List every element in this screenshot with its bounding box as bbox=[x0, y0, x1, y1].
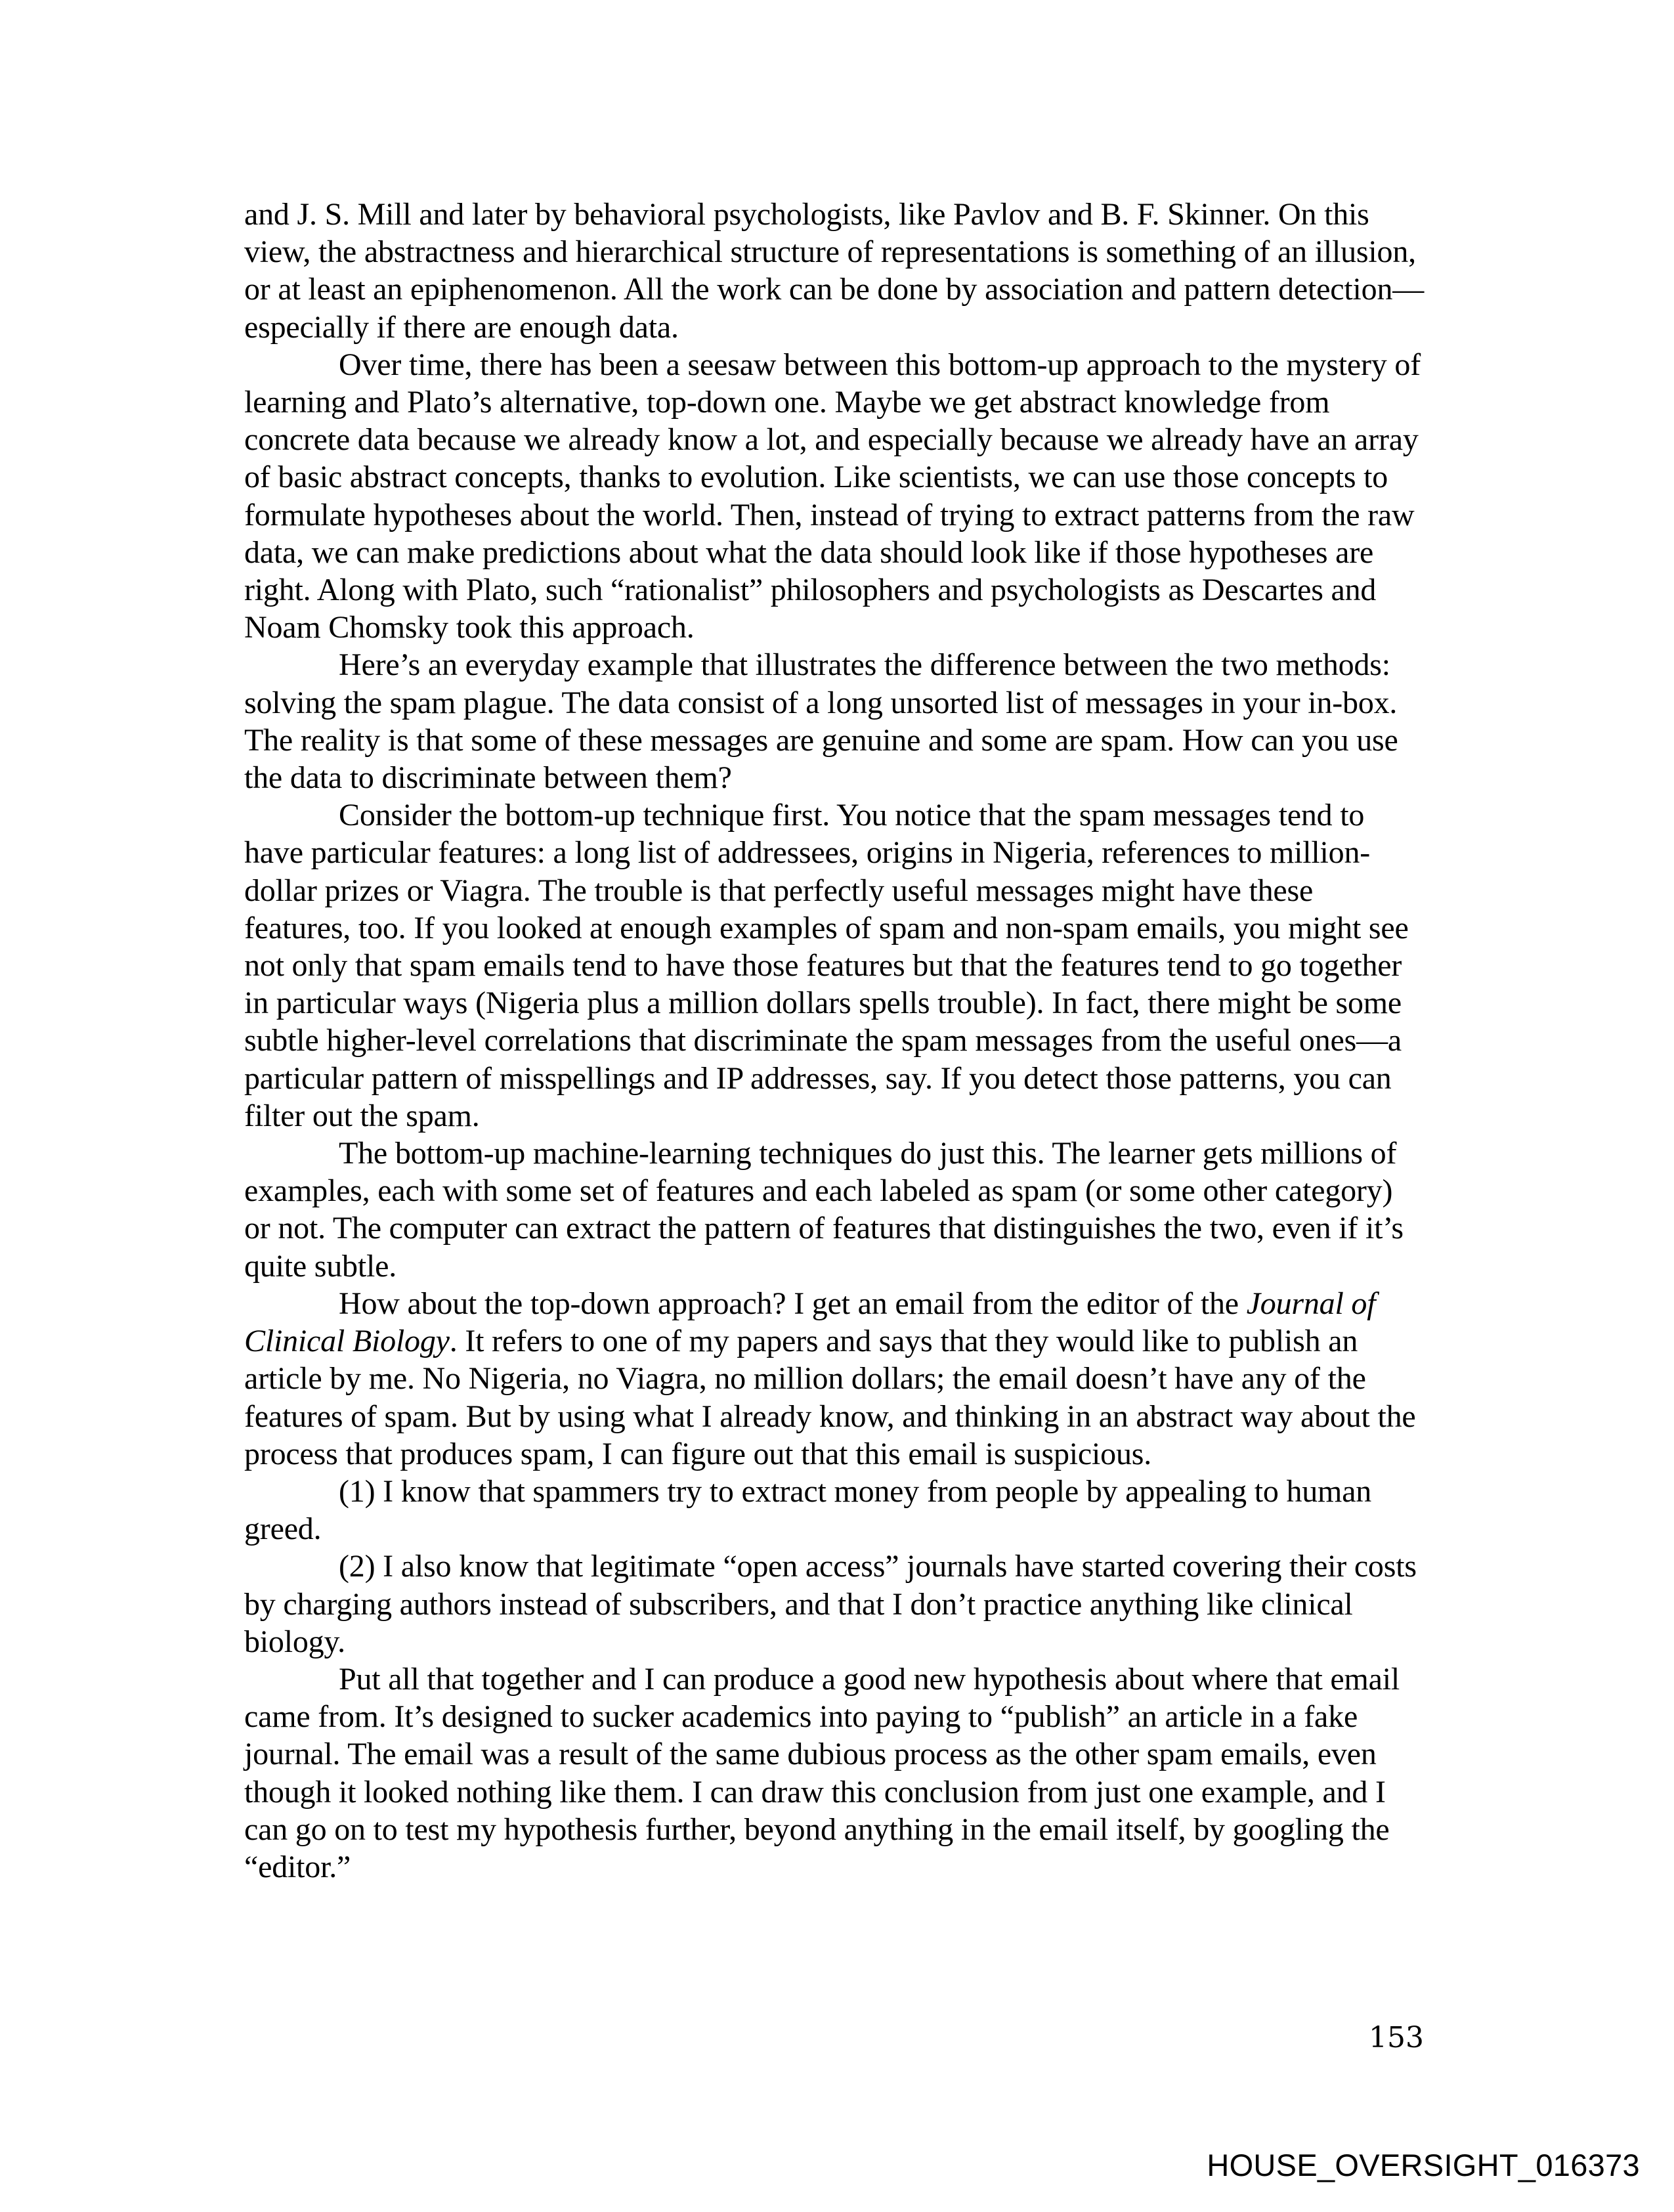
paragraph-spam-example: Here’s an everyday example that illustrates the difference between the two methods: solving the spam plague. The data consist of a long unsorted list of messages in your in-box. The reality is that some of these messages are genuine and some are spam. How can you use the data to discriminate between them? bbox=[244, 647, 1398, 796]
paragraph-bottom-up: Consider the bottom-up technique first. You notice that the spam messages tend to have particular features: a long list of addressees, origins in Nigeria, references to million-dollar prizes or Viagra. The trouble is that perfectly useful messages might have these features, too. If you looked at enough examples of spam and non-spam emails, you might see not only that spam emails tend to have those features but that the features tend to go together in particular ways (Nigeria plus a million dollars spells trouble). In fact, there might be some subtle higher-level correlations that discriminate the spam messages from the useful ones—a particular pattern of misspellings and IP addresses, say. If you detect those patterns, you can filter out the spam. bbox=[244, 798, 1409, 1133]
paragraph-point-one: (1) I know that spammers try to extract money from people by appealing to human greed. bbox=[244, 1473, 1372, 1547]
page-number: 153 bbox=[1369, 2021, 1424, 2054]
paragraph-conclusion: Put all that together and I can produce a good new hypothesis about where that email came from. It’s designed to sucker academics into paying to “publish” an article in a fake journal. The email was a result of the same dubious process as the other spam emails, even though it looked nothing like them. I can draw this conclusion from just one example, and I can go on to test my hypothesis further, beyond anything in the email itself, by googling the “editor.” bbox=[244, 1661, 1400, 1884]
paragraph-continued: and J. S. Mill and later by behavioral psychologists, like Pavlov and B. F. Skinner. On this view, the abstractness and hierarchical structure of representations is something of an illusion, or at least an epiphenomenon. All the work can be done by association and pattern detection—especially if there are enough data. bbox=[244, 197, 1425, 345]
page-body bbox=[244, 196, 1426, 1886]
paragraph-point-two: (2) I also know that legitimate “open access” journals have started covering their costs by charging authors instead of subscribers, and that I don’t practice anything like clinical biology. bbox=[244, 1549, 1417, 1659]
paragraph-top-down-end: . It refers to one of my papers and says that they would like to publish an article by me. No Nigeria, no Viagra, no million dollars; the email doesn’t have any of the features of spam. But by using what I already know, and thinking in an abstract way about the process that produces spam, I can figure out that this email is suspicious. bbox=[244, 1324, 1416, 1471]
paragraph-machine-learning: The bottom-up machine-learning techniques do just this. The learner gets millions of examples, each with some set of features and each labeled as spam (or some other category) or not. The computer can extract the pattern of features that distinguishes the two, even if it’s quite subtle. bbox=[244, 1136, 1404, 1284]
paragraph-top-down-start: How about the top-down approach? I get an email from the editor of the bbox=[339, 1286, 1247, 1321]
paragraph-seesaw: Over time, there has been a seesaw between this bottom-up approach to the mystery of learning and Plato’s alternative, top-down one. Maybe we get abstract knowledge from concrete data because we already know a lot, and especially because we already have an array of basic abstract concepts, thanks to evolution. Like scientists, we can use those concepts to formulate hypotheses about the world. Then, instead of trying to extract patterns from the raw data, we can make predictions about what the data should look like if those hypotheses are right. Along with Plato, such “rationalist” philosophers and psychologists as Descartes and Noam Chomsky took this approach. bbox=[244, 347, 1421, 645]
journal-title: Journal of Clinical Biology bbox=[244, 1286, 1376, 1359]
paragraph-top-down bbox=[244, 1285, 1426, 1473]
bates-stamp: HOUSE_OVERSIGHT_016373 bbox=[1207, 2148, 1640, 2182]
